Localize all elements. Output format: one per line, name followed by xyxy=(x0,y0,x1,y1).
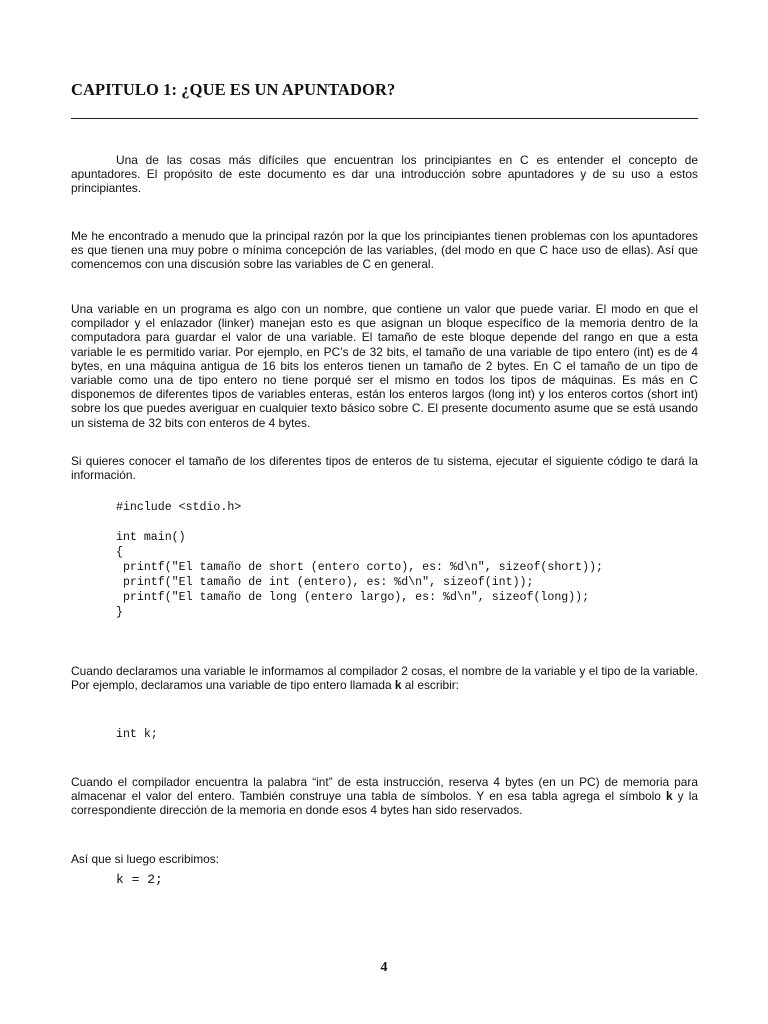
paragraph-variables: Una variable en un programa es algo con un nombre, que contiene un valor que puede variar. El modo en que el compilador y el enlazador (linker) manejan esto es que asignan un bloque específico de la memoria dentro de la computadora para guardar el valor de una variable. El tamaño de este bloque depende del rango en que a esta variable le es permitido variar. Por ejemplo, en PC’s de 32 bits, el tamaño de una variable de tipo entero (int) es de 4 bytes, en una máquina antigua de 16 bits los enteros tienen un tamaño de 2 bytes. En C el tamaño de un tipo de variable como una de tipo entero no tiene porqué ser el mismo en todos los tipos de máquinas. Es más en C disponemos de diferentes tipos de variables enteras, están los enteros largos (long int) y los enteros cortos (short int) sobre los que puedes averiguar en cualquier texto básico sobre C. El presente documento asume que se está usando un sistema de 32 bits con enteros de 4 bytes. xyxy=(71,302,698,430)
paragraph-intro: Una de las cosas más difíciles que encuentran los principiantes en C es entender el concepto de apuntadores. El propósito de este documento es dar una introducción sobre apuntadores y de su uso a estos principiantes. xyxy=(71,153,698,196)
paragraph-declaration-text-2: al escribir: xyxy=(401,678,459,693)
paragraph-declaration-text-1: Cuando declaramos una variable le informamos al compilador 2 cosas, el nombre de la variable y el tipo de la variable. Por ejemplo, declaramos una variable de tipo entero llamada xyxy=(71,664,698,693)
paragraph-then: Así que si luego escribimos: xyxy=(71,852,220,866)
paragraph-motivation: Me he encontrado a menudo que la principal razón por la que los principiantes tienen problemas con los apuntadores es que tienen una muy pobre o mínima concepción de las variables, (del modo en que C hace uso de ellas). Así que comencemos con una discusión sobre las variables de C en general. xyxy=(71,229,698,272)
paragraph-sizes-intro: Si quieres conocer el tamaño de los diferentes tipos de enteros de tu sistema, ejecutar el siguiente código te dará la información. xyxy=(71,454,698,483)
paragraph-compiler-text-1: Cuando el compilador encuentra la palabra “int” de esta instrucción, reserva 4 bytes (en un PC) de memoria para almacenar el valor del entero. También construye una tabla de símbolos. Y en esa tabla agrega el símbolo xyxy=(71,775,698,804)
page-number: 4 xyxy=(380,960,388,975)
paragraph-declaration xyxy=(71,664,698,692)
chapter-title: CAPITULO 1: ¿QUE ES UN APUNTADOR? xyxy=(71,80,396,99)
title-divider xyxy=(71,118,698,119)
code-assignment: k = 2; xyxy=(116,872,163,887)
paragraph-compiler-text-2: y la correspondiente dirección de la memoria en donde esos 4 bytes han sido reservados. xyxy=(71,789,698,818)
symbol-k: k xyxy=(665,789,673,804)
code-declaration: int k; xyxy=(116,728,158,741)
code-sizes-program: #include <stdio.h> int main() { printf("El tamaño de short (entero corto), es: %d\n", sizeof(short)); printf("El tamaño de int (entero), es: %d\n", sizeof(int)); printf("El tamaño de long (entero largo), es: %d\n", sizeof(long)); } xyxy=(116,501,604,619)
paragraph-compiler xyxy=(71,775,698,818)
variable-name-k: k xyxy=(394,678,402,693)
